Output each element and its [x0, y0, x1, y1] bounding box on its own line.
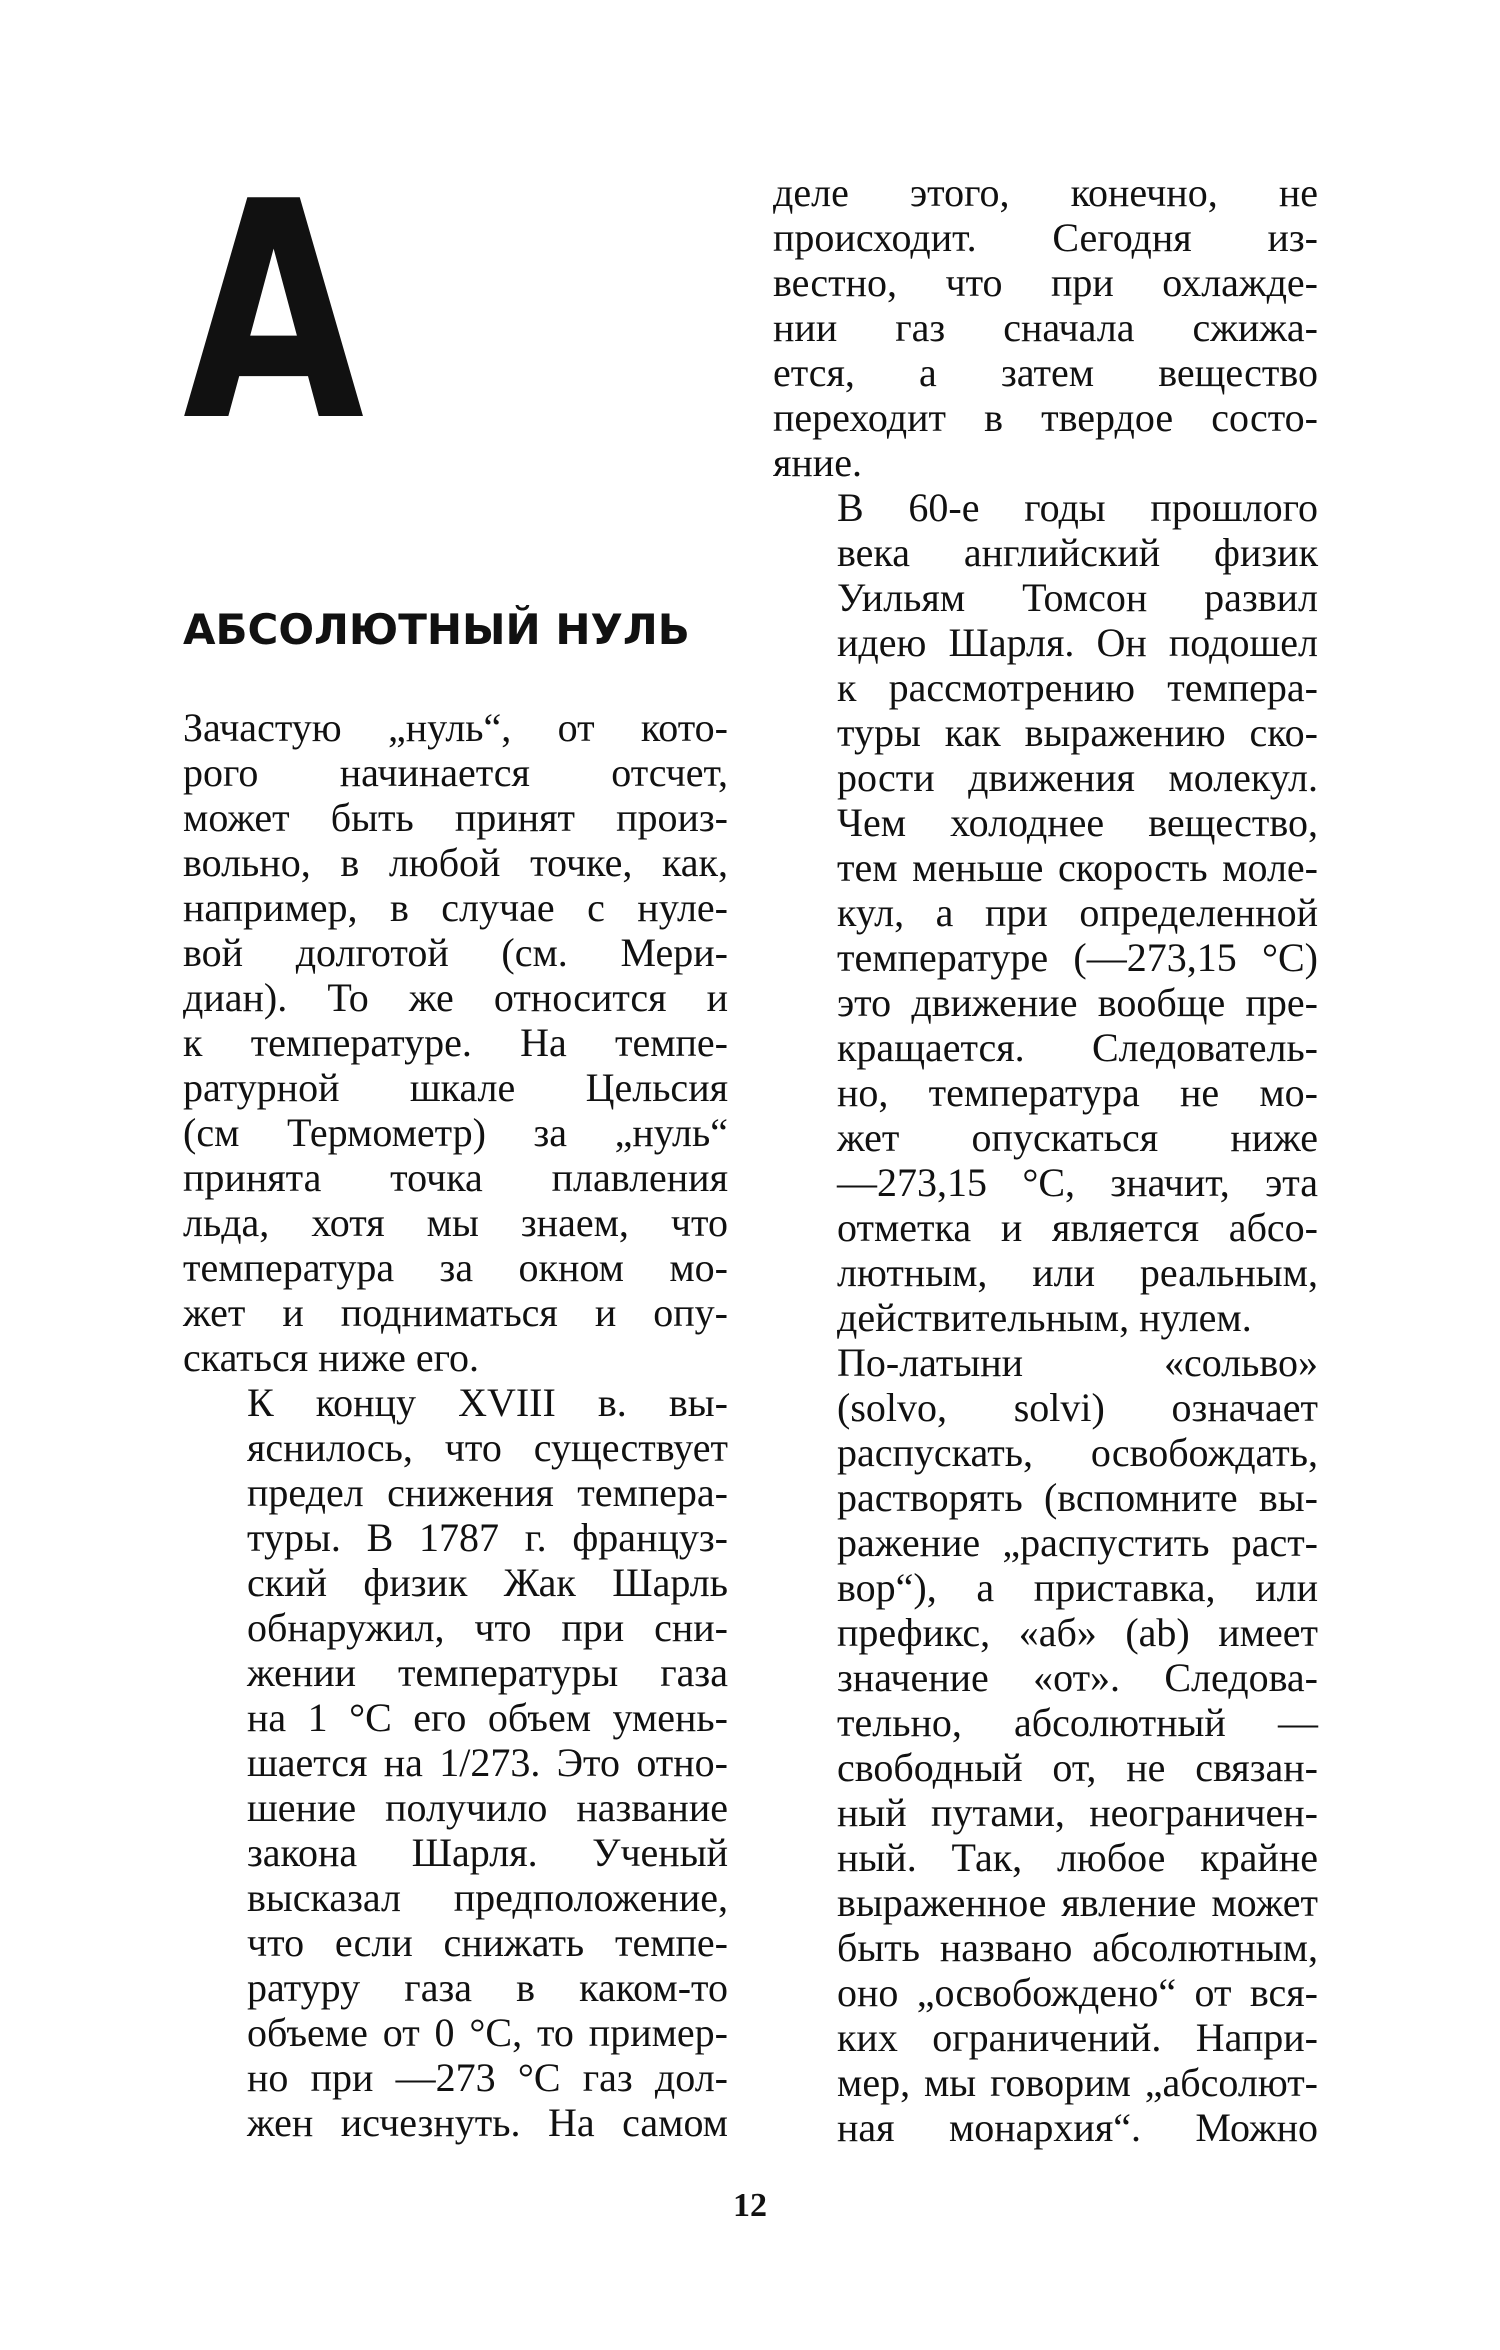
- text-line: кул, а при определенной: [837, 890, 1318, 935]
- paragraph: [773, 485, 1318, 1340]
- text-line: ный путами, неограничен-: [837, 1790, 1318, 1835]
- text-line: —273,15 °С, значит, эта: [837, 1160, 1318, 1205]
- text-line: яние.: [773, 440, 862, 485]
- text-line: высказал предположение,: [247, 1875, 728, 1920]
- text-line: но, температура не мо-: [837, 1070, 1318, 1115]
- text-line: жении температуры газа: [247, 1650, 728, 1695]
- text-line: распускать, освобождать,: [837, 1430, 1318, 1475]
- text-line: растворять (вспомните вы-: [837, 1475, 1318, 1520]
- text-line: льда, хотя мы знаем, что: [183, 1200, 728, 1245]
- text-line: префикс, «аб» (ab) имеет: [837, 1610, 1318, 1655]
- text-line: предел снижения темпера-: [247, 1470, 728, 1515]
- text-line: туры как выражению ско-: [837, 710, 1318, 755]
- text-line: яснилось, что существует: [247, 1425, 728, 1470]
- text-line: вой долготой (см. Мери-: [183, 930, 728, 975]
- article-title: АБСОЛЮТНЫЙ НУЛЬ: [183, 605, 690, 654]
- text-line: но при —273 °С газ дол-: [247, 2055, 728, 2100]
- text-line: скаться ниже его.: [183, 1335, 480, 1380]
- text-line: Зачастую „нуль“, от кото-: [183, 705, 728, 750]
- text-line: ная монархия“. Можно: [837, 2105, 1318, 2150]
- text-line: кращается. Следователь-: [837, 1025, 1318, 1070]
- text-line: диан). То же относится и: [183, 975, 728, 1020]
- paragraph: [183, 705, 728, 1380]
- text-line: деле этого, конечно, не: [773, 170, 1318, 215]
- text-line: (solvo, solvi) означает: [837, 1385, 1318, 1430]
- text-line: выраженное явление может: [837, 1880, 1318, 1925]
- section-letter: А: [183, 138, 365, 487]
- text-line: жет и подниматься и опу-: [183, 1290, 728, 1335]
- text-line: быть названо абсолютным,: [837, 1925, 1318, 1970]
- text-line: вестно, что при охлажде-: [773, 260, 1318, 305]
- text-line: Уильям Томсон развил: [837, 575, 1318, 620]
- text-line: может быть принят произ-: [183, 795, 728, 840]
- right-column: [773, 170, 1318, 2150]
- text-line: Чем холоднее вещество,: [837, 800, 1318, 845]
- text-line: века английский физик: [837, 530, 1318, 575]
- text-line: температуре (—273,15 °С): [837, 935, 1318, 980]
- text-line: значение «от». Следова-: [837, 1655, 1318, 1700]
- text-line: обнаружил, что при сни-: [247, 1605, 728, 1650]
- text-line: тем меньше скорость моле-: [837, 845, 1318, 890]
- text-line: тельно, абсолютный —: [837, 1700, 1318, 1745]
- text-line: это движение вообще пре-: [837, 980, 1318, 1025]
- text-line: что если снижать темпе-: [247, 1920, 728, 1965]
- text-line: ратурной шкале Цельсия: [183, 1065, 728, 1110]
- text-line: ких ограничений. Напри-: [837, 2015, 1318, 2060]
- text-line: По-латыни «сольво»: [837, 1340, 1318, 1385]
- text-line: нии газ сначала сжижа-: [773, 305, 1318, 350]
- text-line: оно „освобождено“ от вся-: [837, 1970, 1318, 2015]
- text-line: шается на 1/273. Это отно-: [247, 1740, 728, 1785]
- text-line: переходит в твердое состо-: [773, 395, 1318, 440]
- text-line: рости движения молекул.: [837, 755, 1318, 800]
- text-line: мер, мы говорим „абсолют-: [837, 2060, 1318, 2105]
- text-line: рого начинается отсчет,: [183, 750, 728, 795]
- paragraph: [773, 1340, 1318, 2150]
- text-line: ный. Так, любое крайне: [837, 1835, 1318, 1880]
- text-line: лютным, или реальным,: [837, 1250, 1318, 1295]
- paragraph: [183, 1380, 728, 2145]
- text-line: ражение „распустить раст-: [837, 1520, 1318, 1565]
- text-line: идею Шарля. Он подошел: [837, 620, 1318, 665]
- text-line: вор“), а приставка, или: [837, 1565, 1318, 1610]
- text-line: В 60-е годы прошлого: [837, 485, 1318, 530]
- text-line: например, в случае с нуле-: [183, 885, 728, 930]
- text-line: происходит. Сегодня из-: [773, 215, 1318, 260]
- text-line: ется, а затем вещество: [773, 350, 1318, 395]
- text-line: к температуре. На темпе-: [183, 1020, 728, 1065]
- page-number: 12: [733, 2187, 767, 2224]
- text-line: действительным, нулем.: [837, 1295, 1252, 1340]
- text-line: объеме от 0 °С, то пример-: [247, 2010, 728, 2055]
- text-line: свободный от, не связан-: [837, 1745, 1318, 1790]
- text-line: принята точка плавления: [183, 1155, 728, 1200]
- text-line: туры. В 1787 г. француз-: [247, 1515, 728, 1560]
- text-line: (см Термометр) за „нуль“: [183, 1110, 728, 1155]
- text-line: шение получило название: [247, 1785, 728, 1830]
- text-line: на 1 °С его объем умень-: [247, 1695, 728, 1740]
- text-line: вольно, в любой точке, как,: [183, 840, 728, 885]
- paragraph: [773, 170, 1318, 485]
- text-line: жет опускаться ниже: [837, 1115, 1318, 1160]
- text-line: к рассмотрению темпера-: [837, 665, 1318, 710]
- text-line: жен исчезнуть. На самом: [247, 2100, 728, 2145]
- text-line: ский физик Жак Шарль: [247, 1560, 728, 1605]
- text-line: ратуру газа в каком-то: [247, 1965, 728, 2010]
- text-line: К концу XVIII в. вы-: [247, 1380, 728, 1425]
- text-line: температура за окном мо-: [183, 1245, 728, 1290]
- text-line: закона Шарля. Ученый: [247, 1830, 728, 1875]
- text-line: отметка и является абсо-: [837, 1205, 1318, 1250]
- left-column: [183, 705, 728, 2145]
